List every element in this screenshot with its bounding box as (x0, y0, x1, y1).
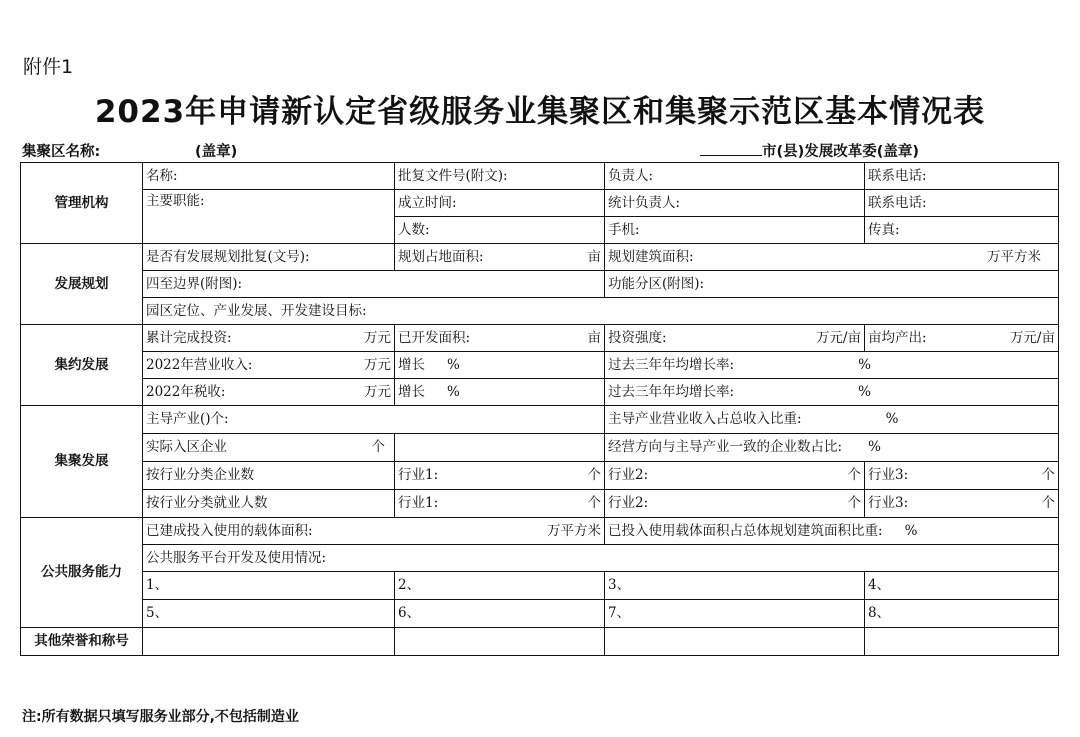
emp-industry1-label: 行业1: (398, 495, 439, 511)
mgmt-duties-field[interactable]: 主要职能: (143, 190, 395, 244)
mgmt-phone1-field[interactable]: 联系电话: (865, 163, 1059, 190)
county-blank-line (700, 142, 762, 156)
revenue-avg-growth-pct: % (858, 356, 871, 373)
mgmt-founded-field[interactable]: 成立时间: (395, 190, 605, 217)
platform-item-5[interactable]: 5、 (143, 600, 395, 628)
ent-industry1-field[interactable] (395, 462, 605, 490)
section-public: 公共服务能力 (21, 518, 143, 628)
tax-avg-growth-label: 过去三年年均增长率: (608, 383, 735, 400)
ent-industry3-field[interactable] (865, 462, 1059, 490)
ent-industry1-label: 行业1: (398, 467, 439, 483)
platform-item-3[interactable]: 3、 (605, 572, 865, 600)
developed-label: 已开发面积: (398, 329, 471, 346)
tax-unit: 万元 (364, 383, 391, 400)
output-field[interactable] (865, 325, 1059, 352)
platform-item-2[interactable]: 2、 (395, 572, 605, 600)
emp-industry2-field[interactable] (605, 490, 865, 518)
section-plan: 发展规划 (21, 244, 143, 325)
by-industry-ent-label: 按行业分类企业数 (143, 462, 395, 490)
revenue-growth-field[interactable] (395, 352, 605, 379)
output-unit: 万元/亩 (1009, 329, 1055, 346)
tax-growth-field[interactable] (395, 379, 605, 406)
revenue-avg-growth-label: 过去三年年均增长率: (608, 356, 735, 373)
plan-build-area-label: 规划建筑面积: (608, 248, 694, 265)
attachment-label: 附件1 (23, 56, 74, 78)
mgmt-phone2-field[interactable]: 联系电话: (865, 190, 1059, 217)
carrier-area-label: 已建成投入使用的载体面积: (146, 522, 313, 539)
tax-field[interactable] (143, 379, 395, 406)
emp-industry1-unit: 个 (587, 495, 601, 511)
consistent-share-pct: % (868, 439, 881, 455)
mgmt-mobile-field[interactable]: 手机: (605, 217, 865, 244)
tax-avg-growth-field[interactable] (605, 379, 1059, 406)
developed-unit: 亩 (587, 329, 601, 346)
footnote: 注:所有数据只填写服务业部分,不包括制造业 (22, 709, 299, 725)
ent-industry2-field[interactable] (605, 462, 865, 490)
invest-label: 累计完成投资: (146, 329, 232, 346)
ent-industry2-label: 行业2: (608, 467, 649, 483)
county-seal-label (700, 140, 919, 161)
developed-field[interactable] (395, 325, 605, 352)
mgmt-head-field[interactable]: 负责人: (605, 163, 865, 190)
plan-zoning-field[interactable]: 功能分区(附图): (605, 271, 1059, 298)
lead-share-label: 主导产业营业收入占总收入比重: (608, 411, 802, 427)
invest-unit: 万元 (364, 329, 391, 346)
section-cluster: 集聚发展 (21, 406, 143, 518)
mgmt-name-field[interactable]: 名称: (143, 163, 395, 190)
platform-item-8[interactable]: 8、 (865, 600, 1059, 628)
consistent-share-field[interactable] (605, 434, 1059, 462)
plan-build-unit: 万平方米 (987, 248, 1041, 265)
lead-industry-field[interactable]: 主导产业()个: (143, 406, 605, 434)
lead-share-pct: % (885, 411, 899, 427)
ent-industry3-unit: 个 (1041, 467, 1055, 483)
carrier-area-unit: 万平方米 (547, 522, 601, 539)
revenue-growth-pct: % (447, 356, 460, 373)
plan-boundary-field[interactable]: 四至边界(附图): (143, 271, 605, 298)
honor-cell-3[interactable] (605, 628, 865, 656)
carrier-area-field[interactable] (143, 518, 605, 545)
plan-build-area-field[interactable] (605, 244, 1059, 271)
carrier-share-pct: % (904, 522, 918, 539)
intensity-field[interactable] (605, 325, 865, 352)
section-intensive: 集约发展 (21, 325, 143, 406)
mgmt-fax-field[interactable]: 传真: (865, 217, 1059, 244)
carrier-share-label: 已投入使用载体面积占总体规划建筑面积比重: (608, 522, 883, 539)
carrier-share-field[interactable] (605, 518, 1059, 545)
plan-goals-field[interactable]: 园区定位、产业发展、开发建设目标: (143, 298, 1059, 325)
revenue-label: 2022年营业收入: (146, 356, 253, 373)
emp-industry2-label: 行业2: (608, 495, 649, 511)
revenue-unit: 万元 (364, 356, 391, 373)
emp-industry2-unit: 个 (847, 495, 861, 511)
revenue-growth-label: 增长 (398, 356, 425, 373)
enterprises-blank[interactable] (395, 434, 605, 462)
platform-item-7[interactable]: 7、 (605, 600, 865, 628)
county-seal-text: 市(县)发展改革委(盖章) (762, 144, 920, 160)
platform-item-1[interactable]: 1、 (143, 572, 395, 600)
intensity-label: 投资强度: (608, 329, 667, 346)
ent-industry2-unit: 个 (847, 467, 861, 483)
mgmt-staff-field[interactable]: 人数: (395, 217, 605, 244)
plan-land-area-field[interactable] (395, 244, 605, 271)
emp-industry3-label: 行业3: (868, 495, 909, 511)
mgmt-stat-head-field[interactable]: 统计负责人: (605, 190, 865, 217)
intensity-unit: 万元/亩 (815, 329, 861, 346)
section-mgmt: 管理机构 (21, 163, 143, 244)
emp-industry3-field[interactable] (865, 490, 1059, 518)
plan-land-unit: 亩 (587, 248, 601, 265)
consistent-share-label: 经营方向与主导产业一致的企业数占比: (608, 439, 843, 455)
platforms-field[interactable]: 公共服务平台开发及使用情况: (143, 545, 1059, 572)
invest-field[interactable] (143, 325, 395, 352)
ent-industry3-label: 行业3: (868, 467, 909, 483)
platform-item-4[interactable]: 4、 (865, 572, 1059, 600)
honor-cell-1[interactable] (143, 628, 395, 656)
cluster-name-label: 集聚区名称: (22, 144, 101, 160)
plan-land-area-label: 规划占地面积: (398, 248, 484, 265)
tax-growth-label: 增长 (398, 383, 425, 400)
mgmt-approval-doc-field[interactable]: 批复文件号(附文): (395, 163, 605, 190)
revenue-avg-growth-field[interactable] (605, 352, 1059, 379)
emp-industry3-unit: 个 (1041, 495, 1055, 511)
tax-growth-pct: % (447, 383, 460, 400)
ent-industry1-unit: 个 (587, 467, 601, 483)
enterprises-unit: 个 (371, 439, 385, 455)
tax-avg-growth-pct: % (858, 383, 871, 400)
info-table (20, 162, 1059, 656)
lead-share-field[interactable] (605, 406, 1059, 434)
by-industry-emp-label: 按行业分类就业人数 (143, 490, 395, 518)
seal-label: (盖章) (195, 144, 238, 160)
platform-item-6[interactable]: 6、 (395, 600, 605, 628)
honor-cell-4[interactable] (865, 628, 1059, 656)
revenue-field[interactable] (143, 352, 395, 379)
output-label: 亩均产出: (868, 329, 927, 346)
enterprises-label: 实际入区企业 (146, 439, 227, 455)
page-title: 2023年申请新认定省级服务业集聚区和集聚示范区基本情况表 (94, 94, 986, 130)
tax-label: 2022年税收: (146, 383, 226, 400)
plan-approval-field[interactable]: 是否有发展规划批复(文号): (143, 244, 395, 271)
emp-industry1-field[interactable] (395, 490, 605, 518)
honor-cell-2[interactable] (395, 628, 605, 656)
section-honor: 其他荣誉和称号 (21, 628, 143, 656)
enterprises-field[interactable] (143, 434, 395, 462)
